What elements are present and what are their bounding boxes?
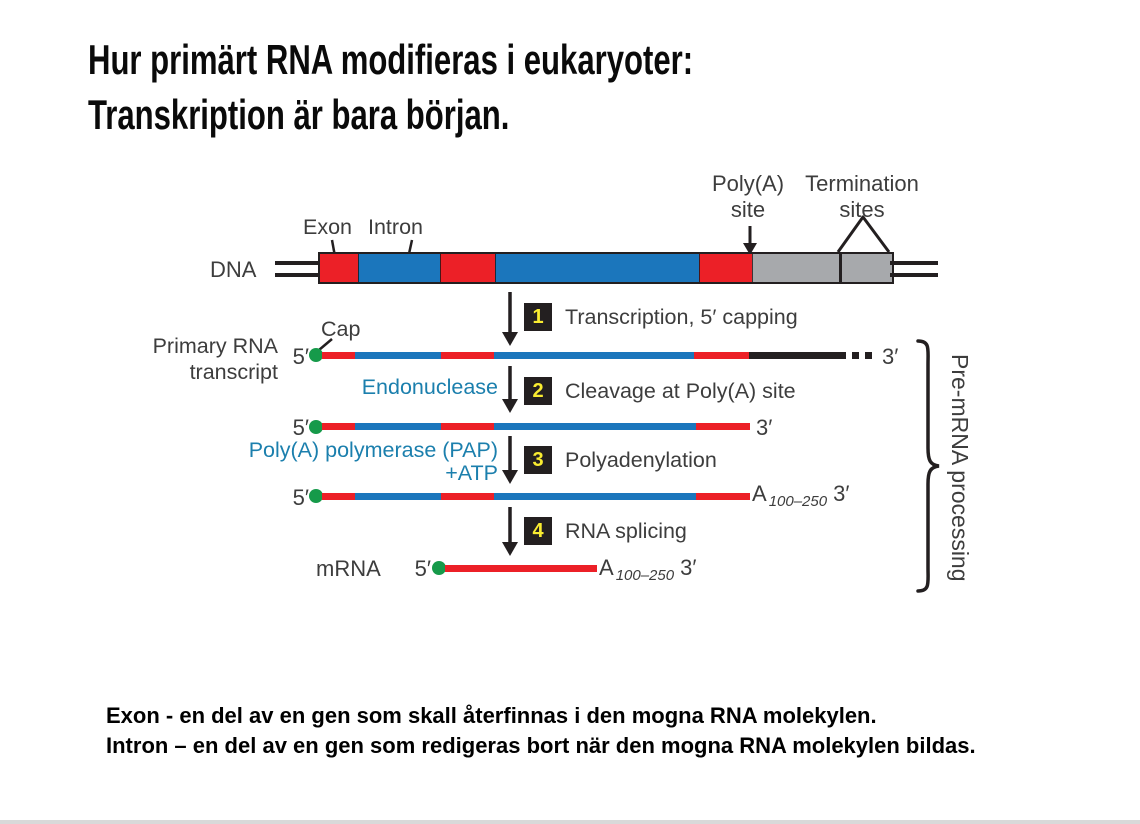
slide-title	[88, 32, 693, 142]
termination-sites-label	[792, 171, 932, 223]
readthrough-dashes-segment	[839, 352, 878, 359]
exon-segment	[440, 254, 495, 282]
exon-segment	[322, 352, 355, 359]
primary-rna-transcript-bar	[322, 352, 878, 359]
step2-arrowhead-icon	[502, 399, 518, 413]
exon-segment	[441, 423, 494, 430]
dna-strand-line	[275, 261, 318, 265]
exon-segment	[445, 565, 597, 572]
step3-number-box	[524, 446, 552, 474]
step2-number-box	[524, 377, 552, 405]
step4-number-box	[524, 517, 552, 545]
intron-segment	[494, 352, 694, 359]
exon-segment	[696, 493, 750, 500]
intron-segment	[355, 352, 441, 359]
five-prime-cap-dot	[309, 489, 323, 503]
readthrough-segment	[749, 352, 839, 359]
poly-a-range-subscript: 100–250	[615, 567, 675, 584]
slide-bottom-edge	[0, 820, 1140, 824]
intron-segment	[358, 254, 440, 282]
step2-number: 2	[532, 379, 544, 402]
poly-a-tail-label	[599, 556, 696, 588]
exon-segment	[441, 493, 494, 500]
five-prime-cap-dot	[309, 348, 323, 362]
five-prime-cap-dot	[432, 561, 446, 575]
dna-strand-line	[890, 261, 938, 265]
downstream-segment	[752, 254, 839, 282]
intron-segment	[355, 493, 441, 500]
polya-site-label	[688, 171, 808, 223]
step2-label: Cleavage at Poly(A) site	[565, 379, 796, 403]
intron-segment	[494, 493, 696, 500]
pap-label-line2: +ATP	[445, 461, 498, 485]
five-prime-label: 5′	[292, 344, 309, 369]
step3-arrowhead-icon	[502, 470, 518, 484]
exon-label: Exon	[303, 215, 353, 239]
pre-mrna-brace-icon	[918, 341, 939, 591]
slide-title-line1: Hur primärt RNA modifieras i eukaryoter:	[88, 36, 694, 83]
termination-label-line2: sites	[839, 197, 885, 222]
step4-label: RNA splicing	[565, 519, 687, 543]
exon-segment	[441, 352, 494, 359]
five-prime-label: 5′	[292, 415, 309, 440]
definitions-text	[106, 701, 976, 761]
primary-rna-label-line1: Primary RNA	[152, 334, 278, 358]
primary-rna-transcript-label	[128, 333, 278, 385]
five-prime-label: 5′	[292, 485, 309, 510]
step3-number: 3	[532, 448, 544, 471]
mature-mrna-bar	[445, 565, 597, 572]
intron-label: Intron	[368, 215, 423, 239]
exon-segment	[699, 254, 752, 282]
primary-rna-label-line2: transcript	[189, 360, 278, 384]
polya-site-label-line1: Poly(A)	[711, 171, 785, 196]
termination-label-line1: Termination	[805, 171, 919, 196]
exon-segment	[320, 254, 358, 282]
pap-label-line1: Poly(A) polymerase (PAP)	[248, 438, 498, 462]
endonuclease-label: Endonuclease	[361, 375, 498, 399]
step3-label: Polyadenylation	[565, 448, 717, 472]
poly-a-tail-label	[752, 482, 849, 514]
step1-number-box	[524, 303, 552, 331]
intron-segment	[494, 423, 696, 430]
exon-definition: Exon - en del av en gen som skall återfinnas i den mogna RNA molekylen.	[106, 703, 877, 728]
step4-number: 4	[532, 519, 544, 542]
five-prime-cap-dot	[309, 420, 323, 434]
cap-label: Cap	[321, 317, 361, 341]
exon-segment	[696, 423, 750, 430]
cleaved-rna-bar	[322, 423, 750, 430]
mrna-label: mRNA	[316, 556, 381, 581]
poly-a-base: A	[599, 555, 614, 580]
step1-label: Transcription, 5′ capping	[565, 305, 798, 329]
three-prime-label: 3′	[680, 555, 697, 580]
pap-enzyme-label	[230, 439, 498, 485]
downstream-segment	[839, 254, 892, 282]
step1-arrowhead-icon	[502, 332, 518, 346]
dna-label: DNA	[210, 257, 257, 282]
dna-strand-line	[275, 273, 318, 277]
poly-a-base: A	[752, 481, 767, 506]
exon-segment	[322, 493, 355, 500]
polya-site-label-line2: site	[730, 197, 766, 222]
poly-a-range-subscript: 100–250	[768, 493, 828, 510]
exon-segment	[694, 352, 749, 359]
three-prime-label: 3′	[882, 344, 899, 369]
exon-segment	[322, 423, 355, 430]
polyadenylated-rna-bar	[322, 493, 750, 500]
intron-segment	[495, 254, 699, 282]
intron-segment	[355, 423, 441, 430]
five-prime-label: 5′	[414, 556, 431, 581]
pre-mrna-processing-label: Pre-mRNA processing	[947, 354, 973, 582]
three-prime-label: 3′	[833, 481, 850, 506]
step4-arrowhead-icon	[502, 542, 518, 556]
dna-gene-bar	[318, 252, 894, 284]
intron-definition: Intron – en del av en gen som redigeras bort när den mogna RNA molekylen bildas.	[106, 733, 976, 758]
step1-number: 1	[532, 305, 544, 328]
slide-title-line2: Transkription är bara början.	[88, 91, 510, 138]
three-prime-label: 3′	[756, 415, 773, 440]
dna-strand-line	[890, 273, 938, 277]
